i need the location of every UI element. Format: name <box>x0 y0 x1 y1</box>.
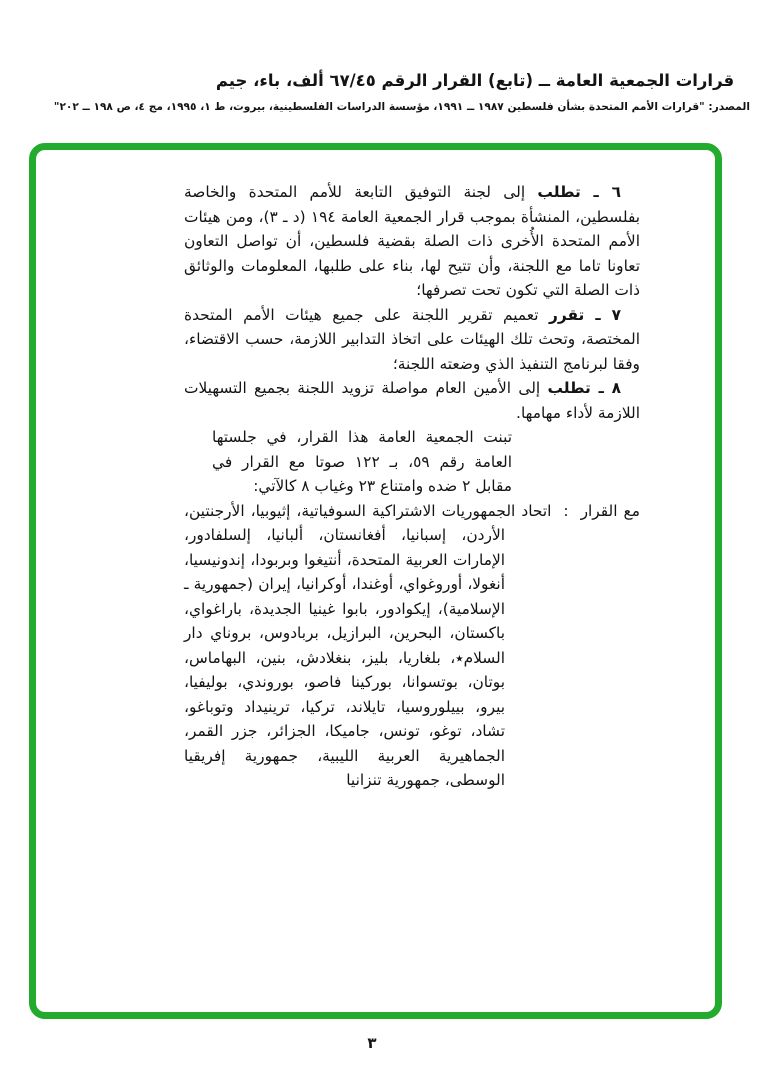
green-frame <box>29 143 722 1019</box>
paragraph-7-lead-word: تقرر <box>549 305 585 324</box>
source-line: المصدر: "قرارات الأمم المتحدة بشأن فلسطين ١٩٨٧ ــ ١٩٩١، مؤسسة الدراسات الفلسطينية، بيروت، ط ١، ١٩٩٥، مج ٤، ص ١٩٨ ــ ٢٠٢" <box>53 101 750 113</box>
paragraph-8-body: إلى الأمين العام مواصلة تزويد اللجنة بجميع التسهيلات اللازمة لأداء مهامها. <box>184 379 640 422</box>
paragraph-7-number: ٧ ـ <box>584 305 622 324</box>
paragraph-6-lead-word: تطلب <box>537 183 581 201</box>
vote-colon: : <box>563 501 569 520</box>
vote-label: مع القرار <box>580 501 640 520</box>
resolution-text <box>184 180 640 793</box>
adoption-note: تبنت الجمعية العامة هذا القرار، في جلستها العامة رقم ٥٩، بـ ١٢٢ صوتا مع القرار في مقابل ٢ ضده وامتناع ٢٣ وغياب ٨ كالآتي: <box>212 428 512 495</box>
paragraph-6 <box>184 180 640 303</box>
paragraph-7-body: تعميم تقرير اللجنة على جميع هيئات الأمم المتحدة المختصة، وتحث تلك الهيئات على اتخاذ التدابير اللازمة، حسب الاقتضاء، وفقا لبرنامج التنفيذ الذي وضعته اللجنة؛ <box>184 305 640 373</box>
page-number: ٣ <box>367 1034 377 1052</box>
paragraph-8-number: ٨ ـ <box>590 379 621 397</box>
paragraph-6-body: إلى لجنة التوفيق التابعة للأمم المتحدة والخاصة بفلسطين، المنشأة بموجب قرار الجمعية العامة ١٩٤ (د ـ ٣)، ومن هيئات الأمم المتحدة الأُخرى ذات الصلة بقضية فلسطين، أن تواصل التعاون تعاونا تاما مع اللجنة، وأن تتيح لها، بناء على طلبها، المعلومات والوثائق ذات الصلة التي تكون تحت تصرفها؛ <box>184 183 641 299</box>
vote-countries-list: اتحاد الجمهوريات الاشتراكية السوفياتية، إثيوبيا، الأرجنتين، الأردن، إسبانيا، أفغانستان، ألبانيا، إلسلفادور، الإمارات العربية المتحدة، أنتيغوا وبربودا، إندونيسيا، أنغولا، أوروغواي، أوغندا، أوكرانيا، إيران (جمهورية ـ الإسلامية)، إيكوادور، بابوا غينيا الجديدة، باراغواي، باكستان، البحرين، البرازيل، بربادوس، بروناي دار السلام٭، بلغاريا، بليز، بنغلادش، بنين، البهاماس، بوتان، بوتسوانا، بوركينا فاصو، بوروندي، بوليفيا، بيرو، بييلوروسيا، تايلاند، تركيا، ترينيداد وتوباغو، تشاد، توغو، تونس، جاميكا، الجزائر، جزر القمر، الجماهيرية العربية الليبية، جمهورية إفريقيا الوسطى، جمهورية تنزانيا <box>184 501 552 789</box>
vote-block <box>184 499 640 793</box>
paragraph-6-number: ٦ ـ <box>580 183 621 201</box>
page-title: قرارات الجمعية العامة ــ (تابع) القرار الرقم ٦٧/٤٥ ألف، باء، جيم <box>215 71 735 90</box>
paragraph-7 <box>184 303 640 377</box>
paragraph-8-lead-word: تطلب <box>547 379 591 397</box>
paragraph-8 <box>184 376 640 425</box>
